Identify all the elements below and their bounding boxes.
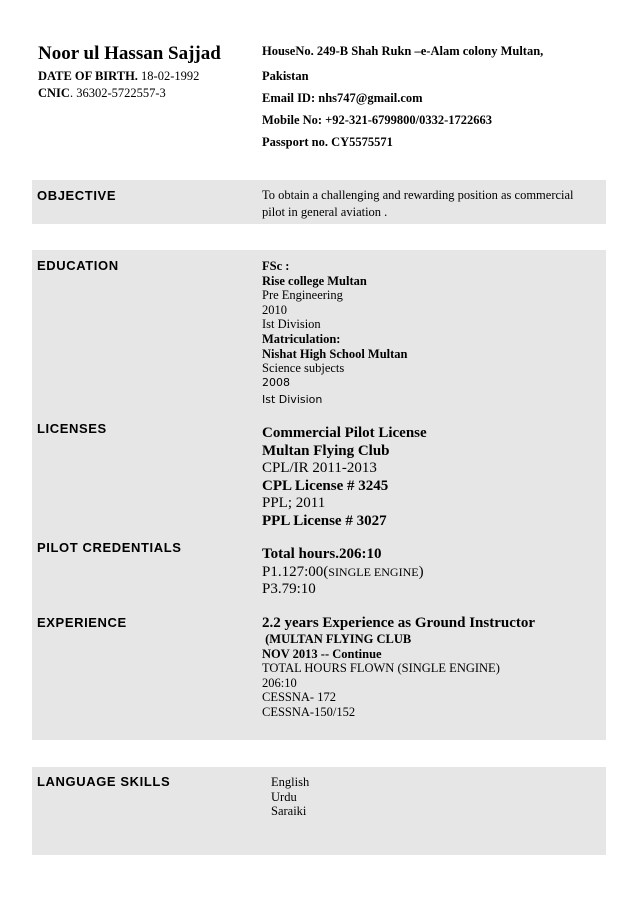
matric-division: Ist Division (262, 393, 323, 406)
matric-field: Science subjects (262, 361, 345, 376)
license-line4: CPL License # 3245 (262, 477, 389, 494)
license-line5: PPL; 2011 (262, 495, 326, 512)
cnic-label: CNIC (38, 86, 70, 100)
matric-title: Matriculation: (262, 332, 341, 346)
p1-hours (262, 564, 424, 582)
language-item: Urdu (271, 789, 297, 804)
address-line2: Pakistan (262, 69, 309, 83)
dob-value: 18-02-1992 (137, 69, 200, 83)
experience-title: 2.2 years Experience as Ground Instructor (262, 615, 536, 631)
p1-small: SINGLE ENGINE (328, 564, 419, 579)
passport: Passport no. CY5575571 (262, 135, 393, 149)
date-of-birth (38, 69, 199, 84)
hours-flown: 206:10 (262, 675, 297, 690)
mobile: Mobile No: +92-321-6799800/0332-1722663 (262, 113, 493, 127)
matric-school: Nishat High School Multan (262, 346, 408, 361)
cnic (38, 86, 166, 101)
license-line2: Multan Flying Club (262, 442, 390, 459)
objective-line1: To obtain a challenging and rewarding position as commercial (262, 188, 574, 202)
address-line1: HouseNo. 249-B Shah Rukn –e-Alam colony Multan, (262, 44, 544, 58)
matric-year: 2008 (262, 376, 290, 389)
email: Email ID: nhs747@gmail.com (262, 91, 423, 105)
fsc-field: Pre Engineering (262, 288, 343, 303)
license-line3: CPL/IR 2011-2013 (262, 460, 377, 477)
fsc-year: 2010 (262, 302, 287, 317)
p3-hours: P3.79:10 (262, 581, 316, 598)
fsc-division: Ist Division (262, 317, 321, 332)
experience-period: NOV 2013 -- Continue (262, 646, 382, 661)
language-label: LANGUAGE SKILLS (37, 774, 171, 789)
aircraft-1: CESSNA- 172 (262, 690, 336, 705)
dob-label: DATE OF BIRTH. (38, 69, 138, 83)
p1-end: ) (418, 563, 424, 580)
language-item: English (271, 775, 310, 789)
aircraft-2: CESSNA-150/152 (262, 705, 356, 719)
total-hours: Total hours.206:10 (262, 546, 382, 562)
credentials-label: PILOT CREDENTIALS (37, 540, 182, 555)
applicant-name: Noor ul Hassan Sajjad (38, 43, 221, 64)
objective-line2: pilot in general aviation . (262, 205, 388, 219)
cnic-value: . 36302-5722557-3 (69, 86, 166, 100)
fsc-school: Rise college Multan (262, 273, 367, 288)
hours-flown-label: TOTAL HOURS FLOWN (SINGLE ENGINE) (262, 661, 500, 676)
experience-club: (MULTAN FLYING CLUB (262, 632, 412, 646)
p1-main: P1.127:00( (262, 563, 329, 580)
experience-label: EXPERIENCE (37, 615, 127, 630)
license-line1: Commercial Pilot License (262, 425, 427, 441)
objective-label: OBJECTIVE (37, 188, 117, 203)
licenses-label: LICENSES (37, 421, 107, 436)
language-item: Saraiki (271, 804, 307, 819)
license-line6: PPL License # 3027 (262, 513, 387, 529)
fsc-title: FSc : (262, 259, 290, 273)
education-label: EDUCATION (37, 258, 119, 273)
